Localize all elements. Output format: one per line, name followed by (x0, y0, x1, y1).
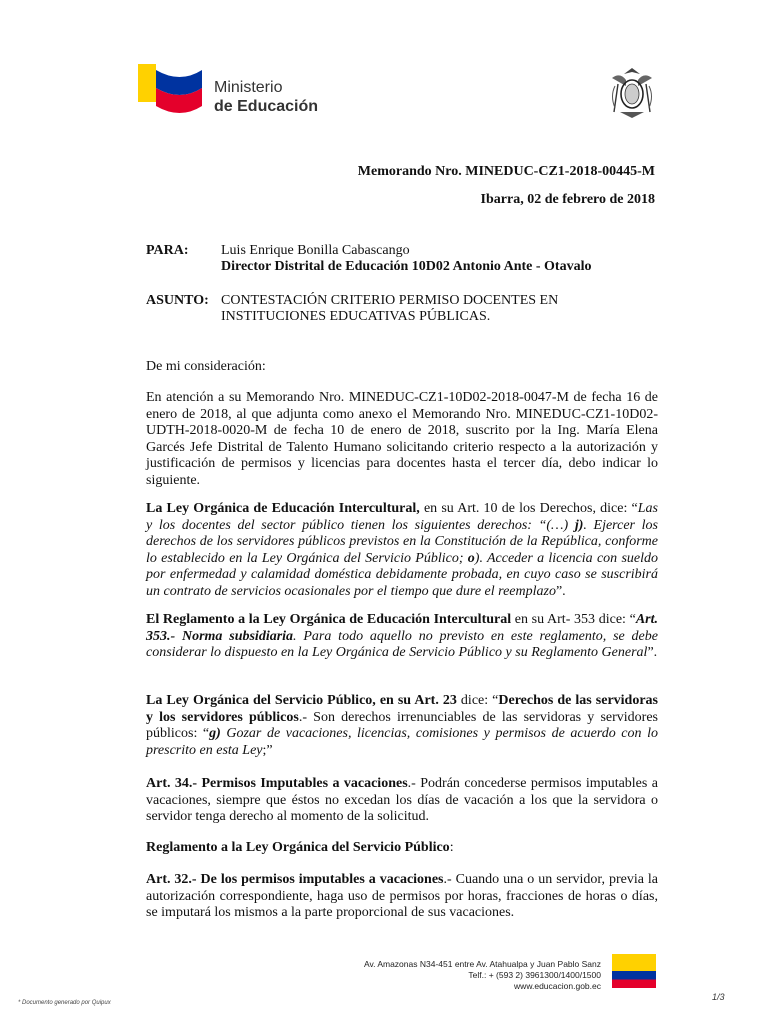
to-label: PARA: (146, 243, 189, 258)
footer-phone: Telf.: + (593 2) 3961300/1400/1500 (468, 970, 601, 980)
recipient-name: Luis Enrique Bonilla Cabascango (221, 243, 410, 258)
paragraph-2: La Ley Orgánica de Educación Intercultural, en su Art. 10 de los Derechos, dice: “Las y los docentes del sector público tienen los siguientes derechos: “(…) j). Ejercer los derechos de los servidores públicos previstos en la Constitución de la República, conforme lo establecido en la Ley Orgánica del Servicio Público; o). Acceder a licencia con sueldo por enfermedad y calamidad doméstica debidamente probada, en cuyo caso se suscribirá un contrato de servicios ocasionales por el tiempo que dure el reemplazo”. (146, 501, 659, 599)
coat-of-arms-icon (606, 64, 658, 122)
paragraph-4: La Ley Orgánica del Servicio Público, en su Art. 23 dice: “Derechos de las servidoras y los servidores públicos.- Son derechos irrenunciables de las servidoras y servidores públicos: “g) Gozar de vacaciones, licencias, comisiones y permisos de acuerdo con lo prescrito en esta Ley;” (146, 693, 659, 758)
ministry-logo-text (214, 78, 318, 116)
logo-line1: Ministerio (214, 79, 283, 96)
footer-address (364, 959, 601, 992)
subject-text: CONTESTACIÓN CRITERIO PERMISO DOCENTES EN INSTITUCIONES EDUCATIVAS PÚBLICAS. (221, 293, 559, 324)
memo-number: Memorando Nro. MINEDUC-CZ1-2018-00445-M (357, 164, 655, 179)
footer-street: Av. Amazonas N34-451 entre Av. Atahualpa y Juan Pablo Sanz (363, 959, 601, 969)
paragraph-5: Art. 34.- Permisos Imputables a vacaciones.- Podrán concederse permisos imputables a vacaciones, siempre que éstos no excedan los días de vacación a los que la servidora o servidor tenga derecho al momento de la solicitud. (146, 776, 658, 824)
paragraph-7: Art. 32.- De los permisos imputables a vacaciones.- Cuando una o un servidor, previa la autorización correspondiente, haga uso de permisos por horas, fracciones de horas o días, se imputará los mismos a la parte proporcional de sus vacaciones. (146, 872, 658, 920)
memo-date: Ibarra, 02 de febrero de 2018 (480, 192, 655, 207)
paragraph-1: En atención a su Memorando Nro. MINEDUC-CZ1-10D02-2018-0047-M de fecha 16 de enero de 2018, al que adjunta como anexo el Memorando Nro. MINEDUC-CZ1-10D02-UDTH-2018-0020-M de fecha 10 de enero de 2018, suscrito por la Ing. María Elena Garcés Jefe Distrital de Talento Humano solicitando criterio respecto a la autorización y justificación de permisos y licencias para docentes hasta el tercer día, debo indicar lo siguiente. (146, 390, 658, 488)
greeting: De mi consideración: (146, 359, 266, 374)
paragraph-6: Reglamento a la Ley Orgánica del Servicio Público: (146, 840, 454, 855)
logo-line2: de Educación (214, 98, 319, 115)
footer-web: www.educacion.gob.ec (514, 981, 601, 991)
generated-note: * Documento generado por Quipux (18, 1000, 111, 1006)
paragraph-3: El Reglamento a la Ley Orgánica de Educación Intercultural en su Art- 353 dice: “Art. 353.- Norma subsidiaria. Para todo aquello no previsto en este reglamento, se debe considerar lo dispuesto en la Ley Orgánica de Servicio Público y su Reglamento General”. (146, 612, 658, 660)
recipient-title: Director Distrital de Educación 10D02 Antonio Ante - Otavalo (221, 259, 592, 274)
page-number: 1/3 (712, 992, 725, 1002)
ecuador-flag-icon (612, 954, 656, 988)
subject-label: ASUNTO: (146, 293, 209, 308)
to-value (221, 243, 641, 275)
